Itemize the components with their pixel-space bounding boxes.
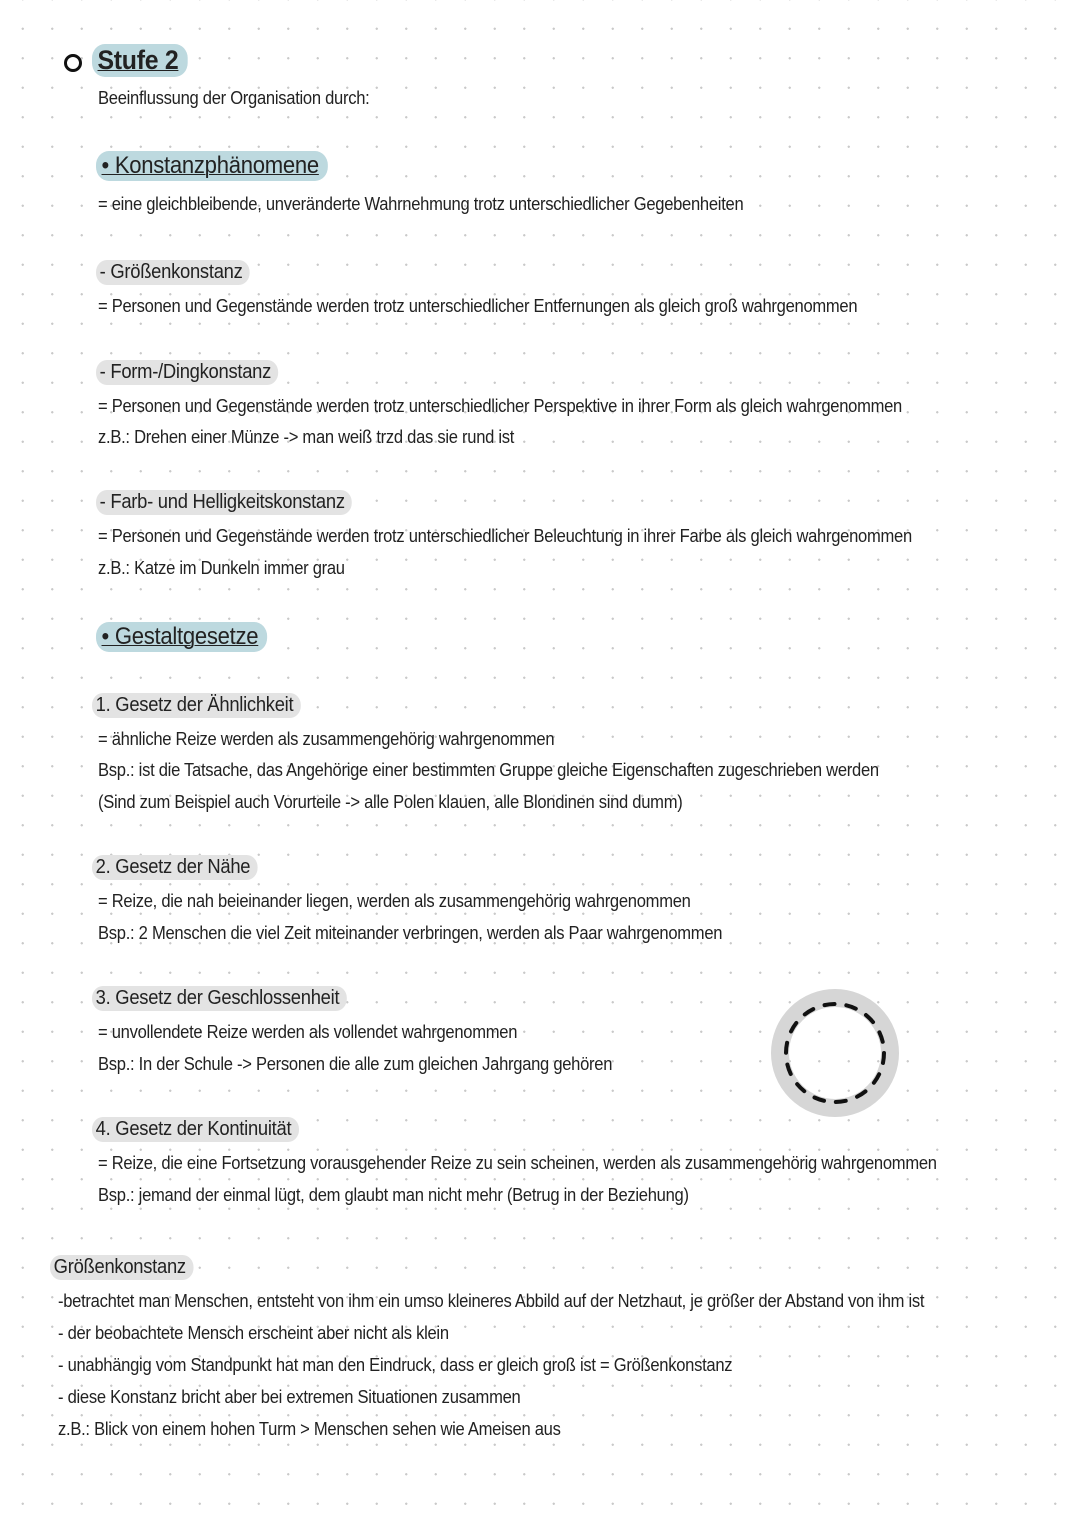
text-line: = Personen und Gegenstände werden trotz unterschiedlicher Perspektive in ihrer Form als gleich wahrgenommen	[98, 396, 902, 416]
text-line: Bsp.: 2 Menschen die viel Zeit miteinander verbringen, werden als Paar wahrgenommen	[98, 923, 723, 943]
text-line: Bsp.: ist die Tatsache, das Angehörige einer bestimmten Gruppe gleiche Eigenschaften zugeschrieben werden	[98, 760, 879, 780]
text-line: z.B.: Katze im Dunkeln immer grau	[98, 558, 345, 578]
groessenkonstanz-heading: Größenkonstanz	[50, 1256, 193, 1279]
gestalt-heading: • Gestaltgesetze	[96, 623, 267, 651]
text-line: Bsp.: In der Schule -> Personen die alle zum gleichen Jahrgang gehören	[98, 1054, 613, 1074]
text-line: = Personen und Gegenstände werden trotz unterschiedlicher Entfernungen als gleich groß wahrgenommen	[98, 296, 858, 316]
subheading: - Farb- und Helligkeitskonstanz	[96, 491, 352, 514]
konstanz-heading: • Konstanzphänomene	[96, 152, 328, 180]
text-line: = Reize, die eine Fortsetzung vorausgehender Reize zu sein scheinen, werden als zusammengehörig wahrgenommen	[98, 1153, 937, 1173]
subheading: - Form-/Dingkonstanz	[96, 361, 278, 384]
text-line: - diese Konstanz bricht aber bei extremen Situationen zusammen	[58, 1387, 521, 1407]
section-title: Stufe 2	[92, 45, 188, 76]
text-line: -betrachtet man Menschen, entsteht von ihm ein umso kleineres Abbild auf der Netzhaut, je größer der Abstand von ihm ist	[58, 1291, 925, 1311]
text-line: = ähnliche Reize werden als zusammengehörig wahrgenommen	[98, 729, 555, 749]
subheading: 3. Gesetz der Geschlossenheit	[92, 987, 347, 1010]
text-line: = Reize, die nah beieinander liegen, werden als zusammengehörig wahrgenommen	[98, 891, 691, 911]
subheading: 4. Gesetz der Kontinuität	[92, 1118, 299, 1141]
text-line: z.B.: Drehen einer Münze -> man weiß trzd das sie rund ist	[98, 427, 515, 447]
subheading: 2. Gesetz der Nähe	[92, 856, 258, 879]
text-line: (Sind zum Beispiel auch Vorurteile -> alle Polen klauen, alle Blondinen sind dumm)	[98, 792, 683, 812]
text-line: z.B.: Blick von einem hohen Turm > Menschen sehen wie Ameisen aus	[58, 1419, 561, 1439]
dashed-circle-illustration	[770, 988, 900, 1118]
text-line: - der beobachtete Mensch erscheint aber nicht als klein	[58, 1323, 449, 1343]
circle-bullet-icon	[64, 54, 82, 72]
text-line: = unvollendete Reize werden als vollendet wahrgenommen	[98, 1022, 518, 1042]
text-line: Bsp.: jemand der einmal lügt, dem glaubt man nicht mehr (Betrug in der Beziehung)	[98, 1185, 689, 1205]
konstanz-definition: = eine gleichbleibende, unveränderte Wahrnehmung trotz unterschiedlicher Gegebenheiten	[98, 194, 744, 214]
intro-text: Beeinflussung der Organisation durch:	[98, 88, 370, 108]
subheading: 1. Gesetz der Ähnlichkeit	[92, 694, 301, 717]
subheading: - Größenkonstanz	[96, 261, 250, 284]
text-line: = Personen und Gegenstände werden trotz unterschiedlicher Beleuchtung in ihrer Farbe als gleich wahrgenommen	[98, 526, 912, 546]
text-line: - unabhängig vom Standpunkt hat man den Eindruck, dass er gleich groß ist = Größenkonstanz	[58, 1355, 733, 1375]
